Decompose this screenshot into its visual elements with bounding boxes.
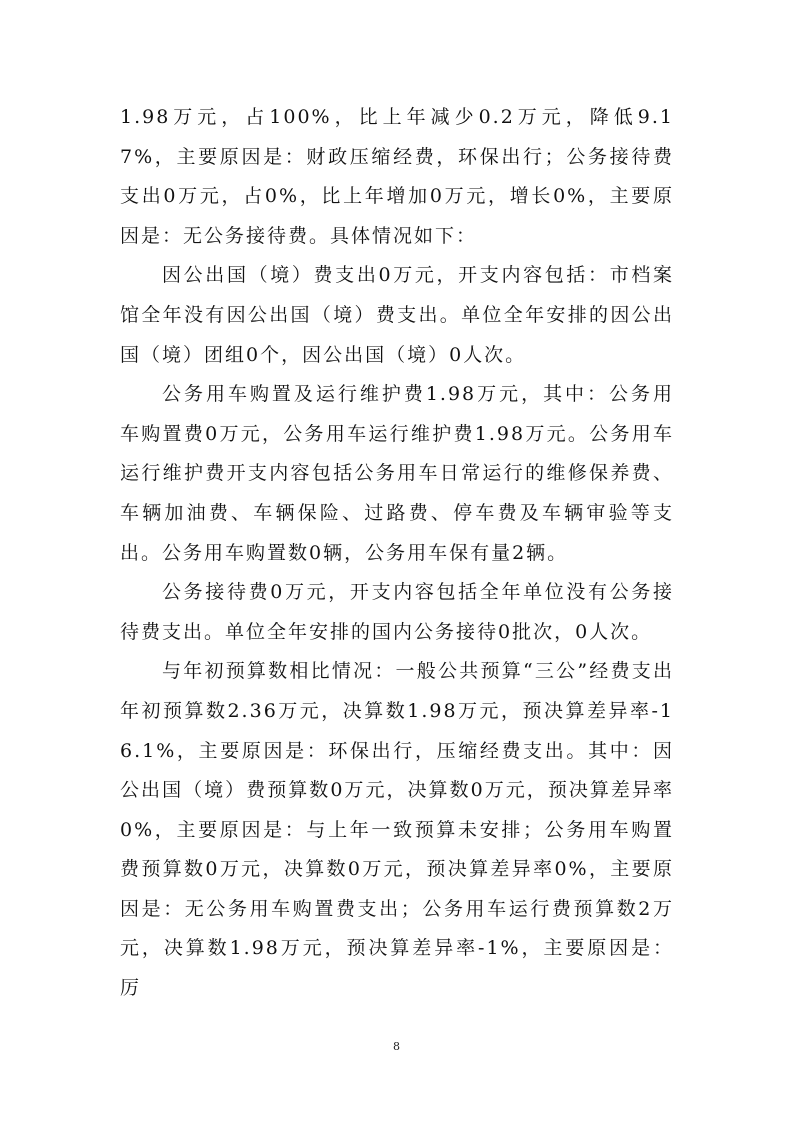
paragraph-official-reception: 公务接待费0万元，开支内容包括全年单位没有公务接待费支出。单位全年安排的国内公务接待0批次，0人次。	[120, 581, 674, 643]
paragraph-continuation: 1.98万元，占100%，比上年减少0.2万元，降低9.17%，主要原因是：财政压缩经费，环保出行；公务接待费支出0万元，占0%，比上年增加0万元，增长0%，主要原因是：无公务接待费。具体情况如下：	[120, 106, 674, 247]
paragraph-budget-comparison: 与年初预算数相比情况：一般公共预算“三公”经费支出年初预算数2.36万元，决算数1.98万元，预决算差异率-16.1%，主要原因是：环保出行，压缩经费支出。其中：因公出国（境）费预算数0万元，决算数0万元，预决算差异率0%，主要原因是：与上年一致预算未安排；公务用车购置费预算数0万元，决算数0万元，预决算差异率0%，主要原因是：无公务用车购置费支出；公务用车运行费预算数2万元，决算数1.98万元，预决算差异率-1%，主要原因是：厉	[120, 660, 674, 1000]
paragraph-overseas-travel: 因公出国（境）费支出0万元，开支内容包括：市档案馆全年没有因公出国（境）费支出。单位全年安排的因公出国（境）团组0个，因公出国（境）0人次。	[120, 264, 674, 366]
document-body	[120, 98, 674, 1009]
paragraph-official-vehicles: 公务用车购置及运行维护费1.98万元，其中：公务用车购置费0万元，公务用车运行维护费1.98万元。公务用车运行维护费开支内容包括公务用车日常运行的维修保养费、车辆加油费、车辆保险、过路费、停车费及车辆审验等支出。公务用车购置数0辆，公务用车保有量2辆。	[120, 383, 674, 564]
page-number: 8	[393, 1040, 400, 1053]
